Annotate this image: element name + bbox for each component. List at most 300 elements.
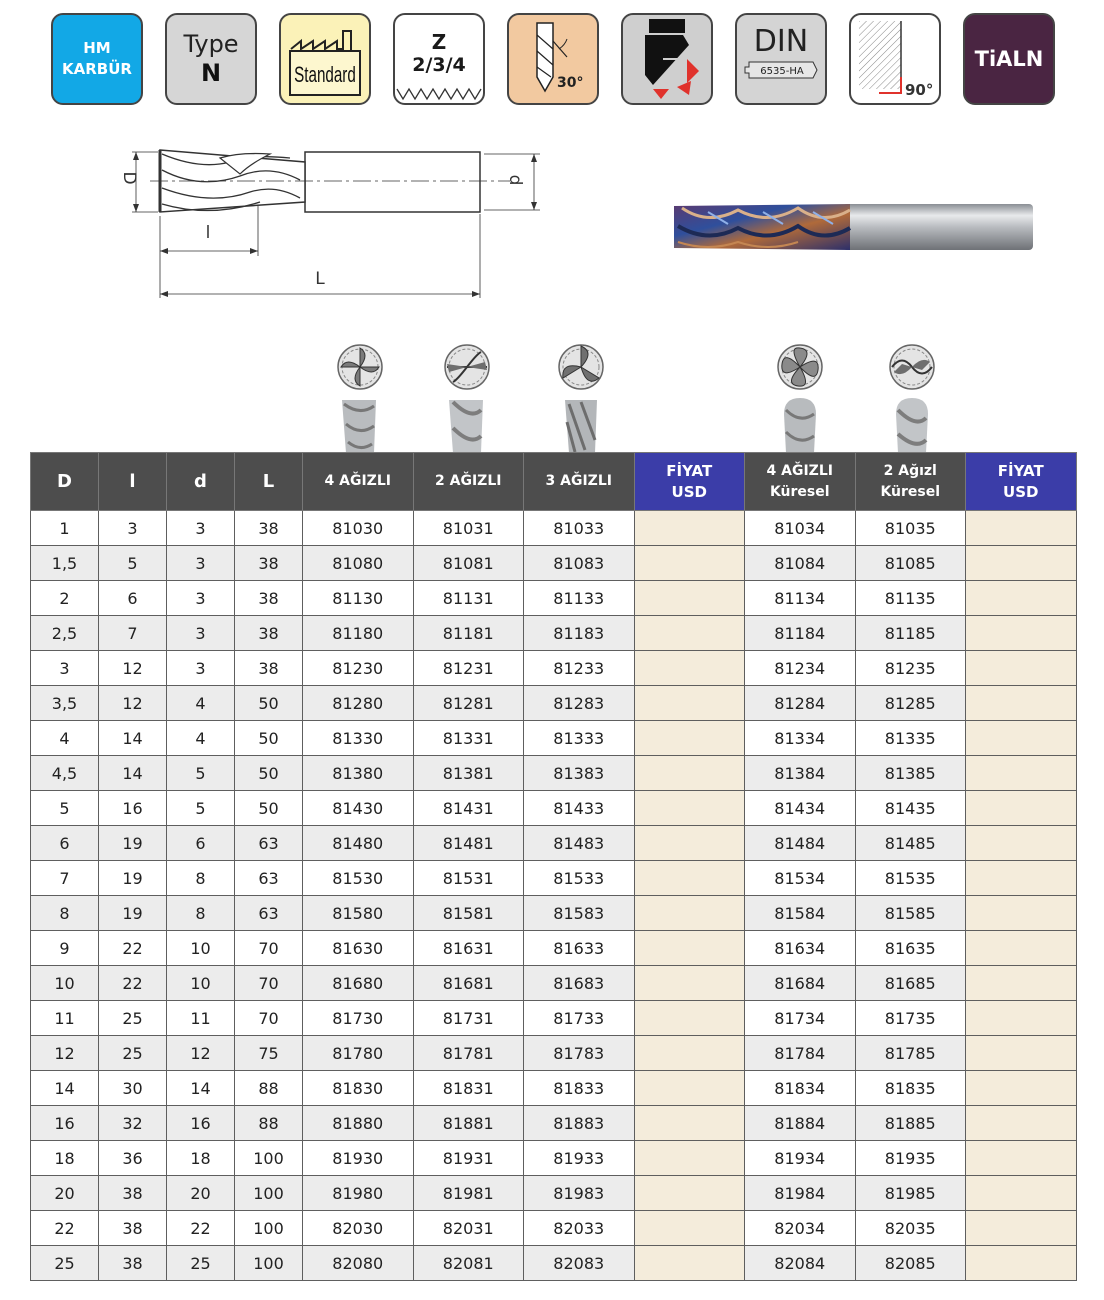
table-cell: 81285 xyxy=(855,686,966,721)
table-cell: 11 xyxy=(31,1001,99,1036)
table-cell: 12 xyxy=(99,686,167,721)
price-cell xyxy=(634,756,745,791)
price-cell xyxy=(966,721,1077,756)
table-cell: 81533 xyxy=(524,861,635,896)
table-cell: 88 xyxy=(235,1071,303,1106)
table-cell: 81131 xyxy=(413,581,524,616)
price-cell xyxy=(634,651,745,686)
table-cell: 81083 xyxy=(524,546,635,581)
corner-angle-badge xyxy=(849,13,941,105)
table-cell: 81030 xyxy=(303,511,414,546)
table-cell: 22 xyxy=(31,1211,99,1246)
din-badge xyxy=(735,13,827,105)
standard-label: Standard xyxy=(294,62,356,87)
table-cell: 1 xyxy=(31,511,99,546)
price-cell xyxy=(966,966,1077,1001)
table-cell: 81583 xyxy=(524,896,635,931)
table-cell: 81283 xyxy=(524,686,635,721)
table-cell: 81483 xyxy=(524,826,635,861)
table-cell: 38 xyxy=(235,616,303,651)
table-cell: 81080 xyxy=(303,546,414,581)
table-cell: 10 xyxy=(167,966,235,1001)
price-cell xyxy=(634,581,745,616)
price-cell xyxy=(634,896,745,931)
corner-angle-value: 90° xyxy=(905,81,934,99)
table-row xyxy=(31,1141,1077,1176)
table-cell: 50 xyxy=(235,686,303,721)
table-cell: 81185 xyxy=(855,616,966,651)
price-cell xyxy=(966,616,1077,651)
table-cell: 100 xyxy=(235,1211,303,1246)
table-cell: 81680 xyxy=(303,966,414,1001)
price-cell xyxy=(966,1036,1077,1071)
table-cell: 12 xyxy=(99,651,167,686)
table-cell: 81784 xyxy=(745,1036,856,1071)
table-row xyxy=(31,581,1077,616)
header-four-flute-ball-line-1: 4 AĞIZLI xyxy=(766,462,833,479)
header-price-2 xyxy=(966,453,1077,511)
table-cell: 75 xyxy=(235,1036,303,1071)
table-row xyxy=(31,1106,1077,1141)
price-cell xyxy=(966,1001,1077,1036)
price-cell xyxy=(634,931,745,966)
table-cell: 81181 xyxy=(413,616,524,651)
table-cell: 81781 xyxy=(413,1036,524,1071)
header-four-flute: 4 AĞIZLI xyxy=(303,453,414,511)
price-cell xyxy=(966,546,1077,581)
table-cell: 7 xyxy=(99,616,167,651)
table-header-row xyxy=(31,453,1077,511)
table-cell: 81881 xyxy=(413,1106,524,1141)
table-cell: 81831 xyxy=(413,1071,524,1106)
price-cell xyxy=(634,1001,745,1036)
table-cell: 82030 xyxy=(303,1211,414,1246)
two-flute-ball-icon xyxy=(882,340,942,453)
table-cell: 81580 xyxy=(303,896,414,931)
table-cell: 81231 xyxy=(413,651,524,686)
price-cell xyxy=(966,511,1077,546)
table-cell: 8 xyxy=(167,896,235,931)
header-d: d xyxy=(167,453,235,511)
table-cell: 2 xyxy=(31,581,99,616)
table-cell: 81430 xyxy=(303,791,414,826)
table-cell: 81830 xyxy=(303,1071,414,1106)
table-cell: 82083 xyxy=(524,1246,635,1281)
table-cell: 63 xyxy=(235,896,303,931)
table-cell: 4,5 xyxy=(31,756,99,791)
table-cell: 19 xyxy=(99,896,167,931)
table-row xyxy=(31,511,1077,546)
table-cell: 19 xyxy=(99,826,167,861)
table-row xyxy=(31,826,1077,861)
table-cell: 81733 xyxy=(524,1001,635,1036)
table-cell: 16 xyxy=(99,791,167,826)
coating-badge xyxy=(963,13,1055,105)
table-cell: 81934 xyxy=(745,1141,856,1176)
table-cell: 81234 xyxy=(745,651,856,686)
table-cell: 25 xyxy=(99,1001,167,1036)
helix-angle-value: 30° xyxy=(557,75,584,91)
table-cell: 12 xyxy=(167,1036,235,1071)
table-cell: 3 xyxy=(99,511,167,546)
table-row xyxy=(31,791,1077,826)
table-cell: 50 xyxy=(235,756,303,791)
table-cell: 81434 xyxy=(745,791,856,826)
price-cell xyxy=(966,1211,1077,1246)
table-cell: 38 xyxy=(235,546,303,581)
table-cell: 81281 xyxy=(413,686,524,721)
table-cell: 81134 xyxy=(745,581,856,616)
table-cell: 81380 xyxy=(303,756,414,791)
table-row xyxy=(31,686,1077,721)
table-cell: 38 xyxy=(99,1176,167,1211)
price-cell xyxy=(966,581,1077,616)
table-cell: 81331 xyxy=(413,721,524,756)
table-cell: 81734 xyxy=(745,1001,856,1036)
table-row xyxy=(31,1211,1077,1246)
table-cell: 81184 xyxy=(745,616,856,651)
table-cell: 81235 xyxy=(855,651,966,686)
table-cell: 5 xyxy=(167,756,235,791)
table-cell: 81183 xyxy=(524,616,635,651)
table-cell: 3 xyxy=(167,546,235,581)
header-price-1-line-2: USD xyxy=(671,482,707,501)
coating-label: TiALN xyxy=(974,47,1044,71)
table-cell: 25 xyxy=(99,1036,167,1071)
table-cell: 81280 xyxy=(303,686,414,721)
table-cell: 14 xyxy=(99,756,167,791)
table-cell: 63 xyxy=(235,861,303,896)
price-cell xyxy=(966,861,1077,896)
price-cell xyxy=(634,1106,745,1141)
table-cell: 81435 xyxy=(855,791,966,826)
table-cell: 82031 xyxy=(413,1211,524,1246)
price-cell xyxy=(634,511,745,546)
table-cell: 6 xyxy=(31,826,99,861)
price-cell xyxy=(966,1071,1077,1106)
table-cell: 3 xyxy=(167,651,235,686)
table-cell: 81985 xyxy=(855,1176,966,1211)
price-cell xyxy=(634,1036,745,1071)
table-cell: 81484 xyxy=(745,826,856,861)
table-cell: 4 xyxy=(167,686,235,721)
table-cell: 81284 xyxy=(745,686,856,721)
table-cell: 18 xyxy=(31,1141,99,1176)
table-cell: 81585 xyxy=(855,896,966,931)
helix-icon xyxy=(509,15,597,103)
table-cell: 81481 xyxy=(413,826,524,861)
table-row xyxy=(31,966,1077,1001)
header-four-flute-ball-line-2: Küresel xyxy=(769,483,830,500)
table-cell: 81081 xyxy=(413,546,524,581)
teeth-icon xyxy=(395,83,483,103)
table-cell: 81834 xyxy=(745,1071,856,1106)
table-cell: 81980 xyxy=(303,1176,414,1211)
table-cell: 81981 xyxy=(413,1176,524,1211)
table-cell: 9 xyxy=(31,931,99,966)
table-cell: 81385 xyxy=(855,756,966,791)
price-cell xyxy=(634,1211,745,1246)
table-cell: 81883 xyxy=(524,1106,635,1141)
table-cell: 81433 xyxy=(524,791,635,826)
table-cell: 100 xyxy=(235,1246,303,1281)
table-cell: 81485 xyxy=(855,826,966,861)
table-cell: 11 xyxy=(167,1001,235,1036)
table-cell: 38 xyxy=(99,1211,167,1246)
table-cell: 14 xyxy=(31,1071,99,1106)
table-cell: 5 xyxy=(31,791,99,826)
table-cell: 25 xyxy=(167,1246,235,1281)
table-cell: 1,5 xyxy=(31,546,99,581)
two-flute-icon xyxy=(437,340,497,453)
table-row xyxy=(31,546,1077,581)
table-row xyxy=(31,1246,1077,1281)
table-cell: 81084 xyxy=(745,546,856,581)
table-row xyxy=(31,931,1077,966)
table-cell: 81635 xyxy=(855,931,966,966)
table-cell: 81334 xyxy=(745,721,856,756)
header-price-1 xyxy=(634,453,745,511)
table-cell: 22 xyxy=(167,1211,235,1246)
table-cell: 82084 xyxy=(745,1246,856,1281)
table-cell: 81683 xyxy=(524,966,635,1001)
table-cell: 81584 xyxy=(745,896,856,931)
table-cell: 70 xyxy=(235,1001,303,1036)
table-cell: 22 xyxy=(99,931,167,966)
table-cell: 81731 xyxy=(413,1001,524,1036)
table-cell: 10 xyxy=(31,966,99,1001)
table-cell: 100 xyxy=(235,1176,303,1211)
type-label: Type xyxy=(183,30,239,58)
helix-angle-badge xyxy=(507,13,599,105)
header-L: L xyxy=(235,453,303,511)
table-cell: 8 xyxy=(31,896,99,931)
table-cell: 4 xyxy=(31,721,99,756)
table-cell: 7 xyxy=(31,861,99,896)
table-cell: 82081 xyxy=(413,1246,524,1281)
table-cell: 81383 xyxy=(524,756,635,791)
table-body xyxy=(31,511,1077,1281)
table-cell: 81180 xyxy=(303,616,414,651)
header-l: l xyxy=(99,453,167,511)
table-row xyxy=(31,861,1077,896)
price-cell xyxy=(634,1176,745,1211)
factory-icon xyxy=(281,15,369,103)
table-cell: 82033 xyxy=(524,1211,635,1246)
table-cell: 81233 xyxy=(524,651,635,686)
table-cell: 81885 xyxy=(855,1106,966,1141)
table-cell: 81633 xyxy=(524,931,635,966)
price-cell xyxy=(966,1176,1077,1211)
feature-badges xyxy=(51,13,1055,106)
cutting-direction-icon xyxy=(623,15,711,103)
table-cell: 10 xyxy=(167,931,235,966)
header-four-flute-ball xyxy=(745,453,856,511)
header-three-flute: 3 AĞIZLI xyxy=(524,453,635,511)
material-line-1: HM xyxy=(83,39,111,57)
price-cell xyxy=(634,966,745,1001)
table-cell: 2,5 xyxy=(31,616,99,651)
table-cell: 81684 xyxy=(745,966,856,1001)
price-cell xyxy=(634,1246,745,1281)
price-cell xyxy=(634,861,745,896)
table-cell: 22 xyxy=(99,966,167,1001)
flutes-badge xyxy=(393,13,485,105)
din-label: DIN xyxy=(753,24,809,59)
table-cell: 25 xyxy=(31,1246,99,1281)
table-cell: 81335 xyxy=(855,721,966,756)
price-cell xyxy=(966,826,1077,861)
flutes-value: 2/3/4 xyxy=(412,54,466,76)
table-row xyxy=(31,1001,1077,1036)
table-cell: 81031 xyxy=(413,511,524,546)
table-row xyxy=(31,616,1077,651)
table-cell: 16 xyxy=(167,1106,235,1141)
table-cell: 81631 xyxy=(413,931,524,966)
price-cell xyxy=(966,756,1077,791)
table-cell: 81581 xyxy=(413,896,524,931)
table-cell: 81381 xyxy=(413,756,524,791)
price-cell xyxy=(634,686,745,721)
table-cell: 81133 xyxy=(524,581,635,616)
table-cell: 81681 xyxy=(413,966,524,1001)
table-cell: 81984 xyxy=(745,1176,856,1211)
dimension-d-label: d xyxy=(505,174,525,186)
header-price-2-line-2: USD xyxy=(1003,482,1039,501)
material-line-2: KARBÜR xyxy=(62,60,132,78)
type-value: N xyxy=(200,59,222,87)
price-cell xyxy=(966,931,1077,966)
table-cell: 81931 xyxy=(413,1141,524,1176)
standard-badge xyxy=(279,13,371,105)
table-cell: 5 xyxy=(99,546,167,581)
table-cell: 81531 xyxy=(413,861,524,896)
technical-drawing xyxy=(100,140,560,300)
table-cell: 81930 xyxy=(303,1141,414,1176)
table-row xyxy=(31,1176,1077,1211)
table-cell: 81783 xyxy=(524,1036,635,1071)
table-cell: 82034 xyxy=(745,1211,856,1246)
four-flute-icon xyxy=(330,340,390,453)
table-cell: 12 xyxy=(31,1036,99,1071)
table-cell: 82085 xyxy=(855,1246,966,1281)
table-cell: 19 xyxy=(99,861,167,896)
table-cell: 81330 xyxy=(303,721,414,756)
table-cell: 30 xyxy=(99,1071,167,1106)
table-row xyxy=(31,1036,1077,1071)
header-two-flute: 2 AĞIZLI xyxy=(413,453,524,511)
table-cell: 81034 xyxy=(745,511,856,546)
tool-profile-icons xyxy=(0,340,1104,453)
table-row xyxy=(31,756,1077,791)
table-cell: 81534 xyxy=(745,861,856,896)
product-table xyxy=(30,452,1077,1281)
table-cell: 81535 xyxy=(855,861,966,896)
table-cell: 81480 xyxy=(303,826,414,861)
table-cell: 3 xyxy=(167,616,235,651)
header-price-2-line-1: FİYAT xyxy=(997,461,1044,480)
four-flute-ball-icon xyxy=(770,340,830,453)
table-cell: 38 xyxy=(235,581,303,616)
table-cell: 3 xyxy=(167,581,235,616)
table-cell: 50 xyxy=(235,791,303,826)
table-cell: 18 xyxy=(167,1141,235,1176)
table-cell: 70 xyxy=(235,966,303,1001)
price-cell xyxy=(966,1106,1077,1141)
table-cell: 81780 xyxy=(303,1036,414,1071)
table-cell: 6 xyxy=(167,826,235,861)
header-D: D xyxy=(31,453,99,511)
price-cell xyxy=(634,1141,745,1176)
table-cell: 3 xyxy=(31,651,99,686)
table-cell: 88 xyxy=(235,1106,303,1141)
price-cell xyxy=(966,896,1077,931)
table-cell: 81085 xyxy=(855,546,966,581)
table-cell: 20 xyxy=(167,1176,235,1211)
table-cell: 81933 xyxy=(524,1141,635,1176)
price-cell xyxy=(966,686,1077,721)
table-cell: 100 xyxy=(235,1141,303,1176)
cutting-direction-badge xyxy=(621,13,713,105)
table-cell: 81634 xyxy=(745,931,856,966)
table-cell: 16 xyxy=(31,1106,99,1141)
table-cell: 50 xyxy=(235,721,303,756)
header-two-flute-ball xyxy=(855,453,966,511)
table-cell: 81630 xyxy=(303,931,414,966)
material-badge xyxy=(51,13,143,105)
table-cell: 81835 xyxy=(855,1071,966,1106)
table-cell: 38 xyxy=(235,651,303,686)
table-cell: 81135 xyxy=(855,581,966,616)
header-two-flute-ball-line-1: 2 Ağızl xyxy=(883,462,937,479)
table-cell: 81431 xyxy=(413,791,524,826)
table-cell: 5 xyxy=(167,791,235,826)
table-cell: 81880 xyxy=(303,1106,414,1141)
table-cell: 81384 xyxy=(745,756,856,791)
price-cell xyxy=(966,1141,1077,1176)
table-cell: 63 xyxy=(235,826,303,861)
table-cell: 32 xyxy=(99,1106,167,1141)
table-cell: 14 xyxy=(99,721,167,756)
header-two-flute-ball-line-2: Küresel xyxy=(880,483,941,500)
price-cell xyxy=(966,791,1077,826)
table-cell: 81785 xyxy=(855,1036,966,1071)
table-cell: 8 xyxy=(167,861,235,896)
table-cell: 81035 xyxy=(855,511,966,546)
header-price-1-line-1: FİYAT xyxy=(666,461,713,480)
price-cell xyxy=(966,1246,1077,1281)
table-cell: 81333 xyxy=(524,721,635,756)
table-cell: 81130 xyxy=(303,581,414,616)
table-cell: 81685 xyxy=(855,966,966,1001)
table-cell: 3 xyxy=(167,511,235,546)
table-cell: 81730 xyxy=(303,1001,414,1036)
end-mill-photo xyxy=(668,196,1038,256)
dimension-L-label: L xyxy=(315,269,325,289)
shank-icon xyxy=(741,58,821,82)
table-cell: 14 xyxy=(167,1071,235,1106)
table-cell: 81935 xyxy=(855,1141,966,1176)
table-cell: 36 xyxy=(99,1141,167,1176)
table-cell: 81033 xyxy=(524,511,635,546)
table-cell: 4 xyxy=(167,721,235,756)
flutes-label: Z xyxy=(431,30,447,54)
table-cell: 38 xyxy=(99,1246,167,1281)
price-cell xyxy=(634,721,745,756)
table-cell: 38 xyxy=(235,511,303,546)
table-cell: 6 xyxy=(99,581,167,616)
three-flute-icon xyxy=(551,340,611,453)
